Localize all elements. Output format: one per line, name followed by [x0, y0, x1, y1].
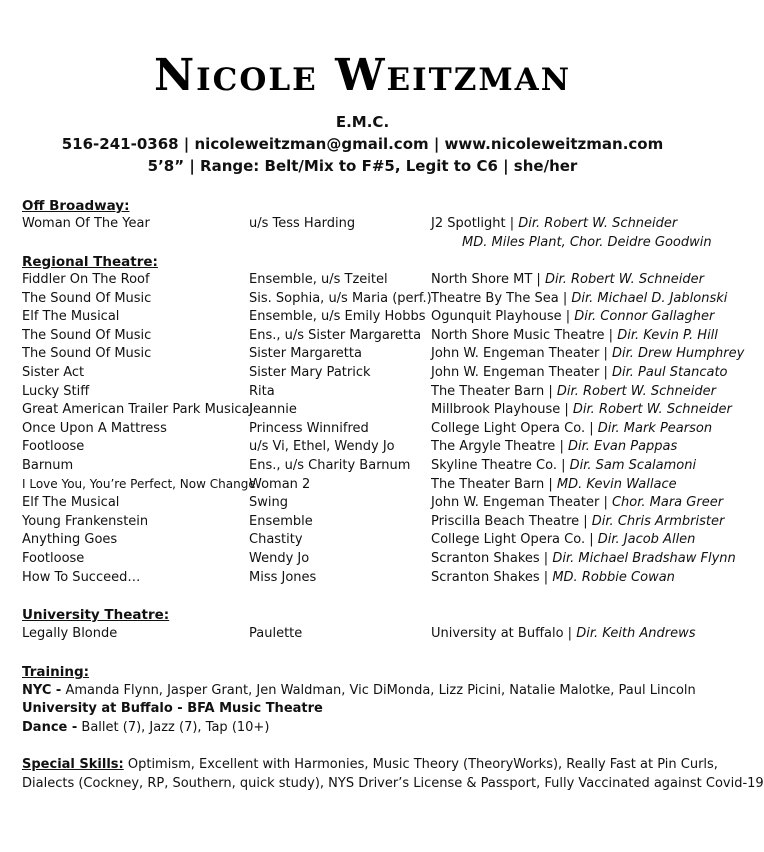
- training-university: University at Buffalo - BFA Music Theatre: [22, 701, 323, 716]
- show-title: The Sound Of Music: [22, 346, 152, 362]
- section-heading-training: Training:: [22, 664, 90, 680]
- venue: Scranton Shakes | Dir. Michael Bradshaw Flynn: [431, 551, 736, 566]
- credit-row: [0, 346, 745, 365]
- director: Dir. Michael D. Jablonski: [571, 290, 728, 306]
- credit-row: [0, 477, 725, 496]
- venue: The Argyle Theatre | Dir. Evan Pappas: [431, 439, 678, 455]
- role: Wendy Jo: [249, 551, 310, 566]
- show-title: Elf The Musical: [22, 495, 120, 511]
- venue: John W. Engeman Theater | Dir. Drew Humphrey: [431, 346, 745, 362]
- director: Dir. Robert W. Schneider: [556, 383, 716, 399]
- venue: Ogunquit Playhouse | Dir. Connor Gallagher: [431, 309, 715, 325]
- role: u/s Tess Harding: [249, 216, 356, 231]
- role: Chastity: [249, 532, 303, 548]
- director: Dir. Robert W. Schneider: [518, 216, 678, 231]
- director: Dir. Robert W. Schneider: [544, 272, 704, 287]
- credit-row: [0, 309, 725, 328]
- venue: Priscilla Beach Theatre | Dir. Chris Armbrister: [431, 513, 725, 529]
- training-dance: Dance - Ballet (7), Jazz (7), Tap (10+): [22, 720, 270, 735]
- credit-row: [0, 365, 728, 384]
- venue: College Light Opera Co. | Dir. Mark Pearson: [431, 420, 713, 436]
- venue: Skyline Theatre Co. | Dir. Sam Scalamoni: [431, 458, 697, 473]
- credit-row: [0, 290, 728, 310]
- special-skills-line-1: Special Skills: Optimism, Excellent with Harmonies, Music Theory (TheoryWorks), Really Fast at Pin Curls,: [22, 757, 718, 772]
- role: Woman 2: [249, 476, 311, 492]
- role: Ens., u/s Sister Margaretta: [249, 327, 422, 343]
- credit-row: [0, 551, 736, 570]
- show-title: Lucky Stiff: [22, 383, 90, 399]
- venue: North Shore Music Theatre | Dir. Kevin P. Hill: [431, 327, 718, 343]
- director: Dir. Paul Stancato: [611, 365, 728, 380]
- director: Dir. Michael Bradshaw Flynn: [552, 551, 736, 566]
- section-heading-skills: Special Skills:: [22, 757, 124, 772]
- show-title: Elf The Musical: [22, 309, 120, 325]
- special-skills-line-2: Dialects (Cockney, RP, Southern, quick study), NYS Driver’s License & Passport, Fully Vaccinated against Covid-19: [22, 776, 764, 791]
- director: MD. Kevin Wallace: [556, 476, 677, 492]
- role: Princess Winnifred: [249, 420, 369, 436]
- credit-row: [0, 532, 725, 551]
- role: Swing: [249, 495, 288, 511]
- venue: The Theater Barn | Dir. Robert W. Schneider: [431, 383, 716, 399]
- venue: Theatre By The Sea | Dir. Michael D. Jablonski: [431, 290, 728, 306]
- performer-name: Nicole Weitzman: [153, 50, 572, 101]
- training-nyc: NYC - Amanda Flynn, Jasper Grant, Jen Waldman, Vic DiMonda, Lizz Picini, Natalie Malotke, Paul Lincoln: [22, 683, 696, 698]
- show-title: Legally Blonde: [22, 626, 118, 641]
- show-title: How To Succeed…: [22, 569, 141, 585]
- role: Rita: [249, 383, 275, 399]
- role: Ens., u/s Charity Barnum: [249, 458, 411, 473]
- venue: John W. Engeman Theater | Dir. Paul Stancato: [431, 365, 728, 380]
- union-status: E.M.C.: [335, 113, 390, 131]
- role: Ensemble, u/s Tzeitel: [249, 272, 388, 287]
- role: Jeannie: [249, 402, 297, 418]
- credit-row: [0, 328, 725, 347]
- venue: University at Buffalo | Dir. Keith Andrews: [431, 626, 696, 641]
- role: Ensemble, u/s Emily Hobbs: [249, 309, 426, 325]
- show-title: Sister Act: [22, 365, 85, 380]
- director: Dir. Connor Gallagher: [574, 309, 715, 325]
- director: Dir. Kevin P. Hill: [617, 327, 718, 343]
- role: Paulette: [249, 626, 303, 641]
- venue: John W. Engeman Theater | Chor. Mara Greer: [431, 495, 724, 511]
- venue: Scranton Shakes | MD. Robbie Cowan: [431, 569, 675, 585]
- director: Dir. Jacob Allen: [597, 532, 696, 548]
- director: Dir. Keith Andrews: [576, 626, 696, 641]
- role: u/s Vi, Ethel, Wendy Jo: [249, 439, 395, 455]
- show-title: I Love You, You’re Perfect, Now Change: [22, 476, 256, 491]
- credit-row: [0, 421, 725, 440]
- director: Dir. Mark Pearson: [597, 420, 713, 436]
- director: Dir. Robert W. Schneider: [572, 402, 732, 418]
- credit-row: [0, 216, 725, 235]
- credit-row-continued: [0, 235, 725, 254]
- show-title: Footloose: [22, 439, 85, 455]
- creative-team: MD. Miles Plant, Chor. Deidre Goodwin: [462, 235, 712, 250]
- credit-row: [0, 272, 725, 291]
- show-title: Barnum: [22, 458, 74, 473]
- role: Sister Margaretta: [249, 346, 362, 362]
- show-title: Woman Of The Year: [22, 216, 150, 231]
- show-title: Young Frankenstein: [22, 513, 149, 529]
- venue: The Theater Barn | MD. Kevin Wallace: [431, 476, 677, 492]
- role: Sister Mary Patrick: [249, 365, 371, 380]
- show-title: Fiddler On The Roof: [22, 272, 150, 287]
- section-heading-off-broadway: Off Broadway:: [22, 198, 130, 214]
- role: Miss Jones: [249, 569, 317, 585]
- director: Dir. Evan Pappas: [567, 439, 678, 455]
- director: Dir. Chris Armbrister: [591, 513, 725, 529]
- director: Dir. Sam Scalamoni: [569, 458, 697, 473]
- credit-row: [0, 384, 725, 403]
- contact-line: 516-241-0368 | nicoleweitzman@gmail.com | www.nicoleweitzman.com: [61, 135, 664, 153]
- show-title: The Sound Of Music: [22, 327, 152, 343]
- venue: Millbrook Playhouse | Dir. Robert W. Schneider: [431, 402, 732, 418]
- director: Dir. Drew Humphrey: [611, 346, 745, 362]
- venue: J2 Spotlight | Dir. Robert W. Schneider: [431, 216, 678, 231]
- director: Chor. Mara Greer: [611, 495, 724, 511]
- show-title: The Sound Of Music: [22, 290, 152, 306]
- show-title: Anything Goes: [22, 532, 118, 548]
- role: Sis. Sophia, u/s Maria (perf.): [249, 290, 432, 306]
- role: Ensemble: [249, 513, 313, 529]
- credit-row: [0, 570, 725, 589]
- section-heading-regional: Regional Theatre:: [22, 254, 158, 270]
- credit-row: [0, 626, 725, 645]
- stats-line: 5’8” | Range: Belt/Mix to F#5, Legit to C6 | she/her: [147, 157, 578, 175]
- credit-row: [0, 402, 732, 421]
- credit-row: [0, 495, 725, 514]
- show-title: Once Upon A Mattress: [22, 420, 167, 436]
- credit-row: [0, 458, 725, 477]
- section-heading-university: University Theatre:: [22, 607, 170, 623]
- venue: North Shore MT | Dir. Robert W. Schneider: [431, 272, 704, 287]
- show-title: Great American Trailer Park Musical: [22, 402, 254, 418]
- show-title: Footloose: [22, 551, 85, 566]
- venue: College Light Opera Co. | Dir. Jacob Allen: [431, 532, 696, 548]
- director: MD. Robbie Cowan: [552, 569, 675, 585]
- credit-row: [0, 439, 725, 458]
- credit-row: [0, 514, 725, 533]
